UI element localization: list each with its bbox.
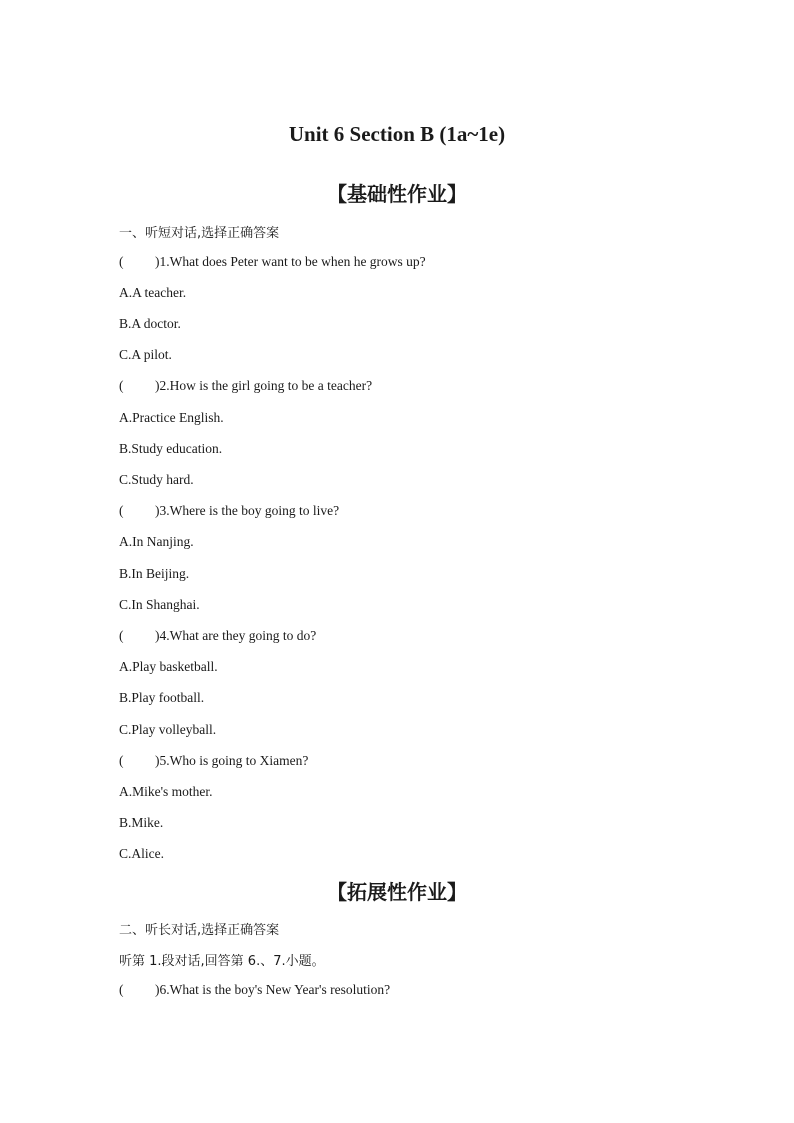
question-5: ( )5.Who is going to Xiamen? (119, 753, 309, 768)
answer-blank[interactable]: ( (119, 753, 124, 768)
section2-label: 二、听长对话,选择正确答案 (119, 923, 280, 938)
page-title: Unit 6 Section B (1a~1e) (288, 122, 506, 146)
answer-blank[interactable]: ( (119, 378, 124, 393)
basic-homework-heading: 【基础性作业】 (327, 182, 467, 206)
option-3c: C.In Shanghai. (119, 597, 200, 612)
answer-blank[interactable]: ( (119, 503, 124, 518)
answer-blank[interactable]: ( (119, 628, 124, 643)
question-3: ( )3.Where is the boy going to live? (119, 503, 340, 518)
option-1a: A.A teacher. (119, 285, 187, 300)
section1-label: 一、听短对话,选择正确答案 (119, 226, 280, 241)
option-1c: C.A pilot. (119, 347, 172, 362)
answer-blank[interactable]: ( (119, 982, 124, 997)
question-2: ( )2.How is the girl going to be a teacher? (119, 378, 373, 393)
option-5c: C.Alice. (119, 846, 164, 861)
option-5a: A.Mike's mother. (119, 784, 213, 799)
option-3b: B.In Beijing. (119, 566, 190, 581)
option-3a: A.In Nanjing. (119, 534, 194, 549)
question-6: ( )6.What is the boy's New Year's resolution? (119, 982, 391, 997)
question-4: ( )4.What are they going to do? (119, 628, 317, 643)
option-2c: C.Study hard. (119, 472, 194, 487)
option-5b: B.Mike. (119, 815, 164, 830)
option-4a: A.Play basketball. (119, 659, 218, 674)
option-4b: B.Play football. (119, 690, 205, 705)
option-1b: B.A doctor. (119, 316, 181, 331)
option-4c: C.Play volleyball. (119, 722, 217, 737)
option-2a: A.Practice English. (119, 410, 224, 425)
question-1: ( )1.What does Peter want to be when he grows up? (119, 254, 426, 269)
extended-homework-heading: 【拓展性作业】 (327, 880, 467, 904)
option-2b: B.Study education. (119, 441, 223, 456)
section2-instruction: 听第 1.段对话,回答第 6.、7.小题。 (119, 954, 325, 969)
answer-blank[interactable]: ( (119, 254, 124, 269)
